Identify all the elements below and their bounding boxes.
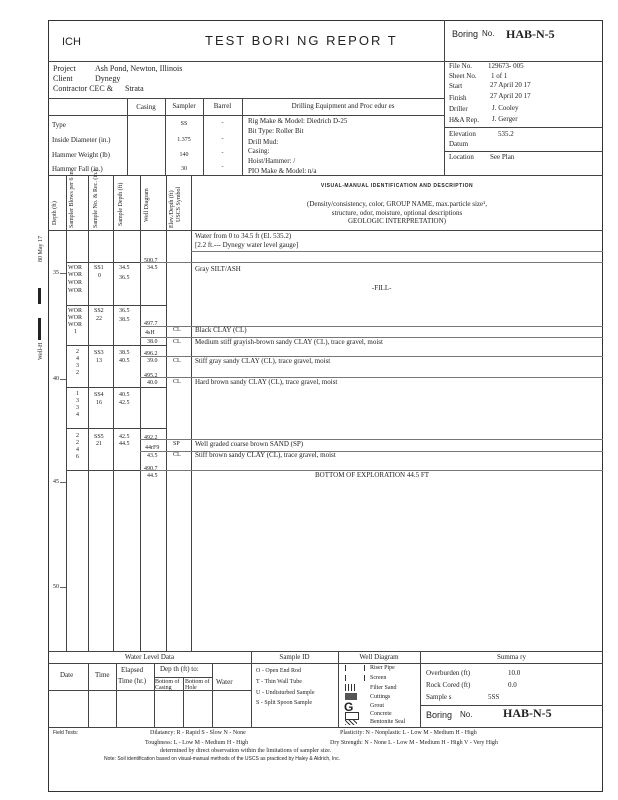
ss4-blow-4: 4 — [76, 412, 79, 418]
elev-7: 490.7 — [144, 466, 158, 472]
cuttings-icon — [345, 693, 357, 700]
well-bentonite: Bentonite Seal — [370, 719, 406, 725]
ss4-blow-2: 3 — [76, 398, 79, 404]
row-fall-label: Hammer Fall (in.) — [52, 165, 103, 173]
ss4-blow-3: 3 — [76, 405, 79, 411]
row-type-barrel: - — [221, 120, 224, 126]
finish-value: 27 April 20 17 — [490, 92, 531, 100]
rock-value: 0.0 — [508, 681, 517, 689]
determined-note: determined by direct observation within the limitations of sampler size. — [160, 748, 332, 754]
ss3-depth1: 38.5 — [119, 350, 130, 356]
well-cuttings: Cuttings — [370, 694, 391, 700]
samples-value: 5SS — [488, 693, 500, 701]
well-screen: Screen — [370, 675, 387, 681]
depth-tick-40: 40 — [53, 376, 59, 382]
summary-heading: Summa ry — [497, 653, 526, 661]
drill-pio: PIO Make & Model: n/a — [248, 167, 317, 175]
grout-icon: G — [344, 700, 354, 714]
ss1-blow-1: WOR — [68, 265, 82, 271]
concrete-icon — [345, 712, 359, 720]
elev-1: 500.7 — [144, 258, 158, 264]
boring-number: HAB-N-5 — [506, 27, 555, 41]
file-label: File No. — [449, 62, 472, 70]
depth-1: 34.5 — [147, 265, 158, 271]
desc-line-2: structure, odor, moisture, optional descriptions — [331, 209, 463, 217]
col-sample-depth: Sample Depth (ft) — [118, 182, 124, 226]
ss2-depth1: 36.5 — [119, 308, 130, 314]
field-tests-label: Field Tests: — [53, 730, 79, 736]
depth-2: 38.0 — [147, 339, 158, 345]
sample-code-t: T - Thin Wall Tube — [256, 679, 302, 685]
elev-extra: 4sH — [145, 330, 155, 336]
footer-boring-number: HAB-N-5 — [503, 706, 552, 720]
driller-label: Driller — [449, 105, 468, 113]
overburden-label: Overburden (ft) — [426, 669, 471, 677]
filter-sand-icon — [345, 684, 357, 691]
footer-no-label: No. — [460, 710, 473, 719]
side-marker-1 — [38, 288, 41, 304]
ss2-rec: 22 — [96, 316, 102, 322]
screen-icon — [345, 675, 365, 681]
row-type-sampler: SS — [180, 121, 188, 127]
boring-label: Boring — [452, 29, 479, 39]
client-value: Dynegy — [95, 74, 121, 83]
ss5-rec: 21 — [96, 441, 102, 447]
uscs-1: CL — [173, 327, 181, 333]
rock-label: Rock Cored (ft) — [426, 681, 471, 689]
depth-tick-35: 35 — [53, 270, 59, 276]
location-label: Location — [449, 153, 474, 161]
stratum-hard-brown: Hard brown sandy CLAY (CL), trace gravel, moist — [195, 378, 338, 386]
contractor-value: Strata — [125, 84, 144, 93]
depth-3: 39.0 — [147, 358, 158, 364]
ss2-blow-3: WOR — [68, 322, 82, 328]
toughness: Toughness: L - Low M - Medium H - High — [145, 740, 249, 746]
col-drilling: Drilling Equipment and Proc edur es — [291, 102, 395, 110]
uscs-5: SP — [173, 441, 180, 447]
project-value: Ash Pond, Newton, Illinois — [95, 64, 183, 73]
ss3-blow-4: 2 — [76, 370, 79, 376]
riser-pipe-icon — [345, 665, 365, 671]
ss4-rec: 16 — [96, 400, 102, 406]
rep-label: H&A Rep. — [449, 116, 479, 124]
elev-2: 497.7 — [144, 321, 158, 327]
col-elev: Elev./Depth (ft) — [169, 190, 175, 228]
ss1-blow-2: WOR — [68, 272, 82, 278]
row-weight-label: Hammer Weight (lb) — [52, 151, 111, 159]
stratum-stiff-brown: Stiff brown sandy CLAY (CL), trace gravel, moist — [195, 451, 336, 459]
uscs-2: CL — [173, 339, 181, 345]
ss3-depth2: 40.5 — [119, 358, 130, 364]
depth-7: 44.5 — [147, 473, 158, 479]
ss2-blow-1: WOR — [68, 308, 82, 314]
start-value: 27 April 20 17 — [490, 81, 531, 89]
sample-code-s: S - Split Spoon Sample — [256, 700, 313, 706]
file-value: 129673- 005 — [488, 62, 524, 70]
samples-label: Sample s — [426, 693, 452, 701]
sheet-label: Sheet No. — [449, 72, 477, 80]
ss3-rec: 13 — [96, 358, 102, 364]
overburden-value: 10.0 — [508, 669, 521, 677]
drill-bit: Bit Type: Roller Bit — [248, 127, 304, 135]
side-well: Well-H — [38, 342, 44, 360]
depth-4: 40.0 — [147, 380, 158, 386]
finish-label: Finish — [449, 94, 467, 102]
wl-date: Date — [60, 671, 74, 679]
drill-rig: Rig Make & Model: Diedrich D-25 — [248, 117, 348, 125]
ss4-no: SS4 — [94, 392, 104, 398]
water-note-2: [2.2 ft.--- Dynegy water level gauge] — [195, 241, 299, 249]
well-filter: Filter Sand — [370, 685, 397, 691]
project-label: Project — [53, 64, 76, 73]
drill-mud: Drill Mud: — [248, 138, 279, 146]
contractor-label: Contractor CEC & — [53, 84, 113, 93]
ss5-blow-2: 2 — [76, 440, 79, 446]
row-type-label: Type — [52, 121, 66, 129]
elev-3: 496.2 — [144, 351, 158, 357]
datum-label: Datum — [449, 140, 469, 148]
depth-tick-45: 45 — [53, 479, 59, 485]
rep-value: J. Gerger — [492, 115, 518, 123]
footer-boring-label: Boring — [426, 710, 453, 720]
uscs-4: CL — [173, 379, 181, 385]
sheet-value: 1 of 1 — [491, 72, 508, 80]
ss5-no: SS5 — [94, 434, 104, 440]
wl-time-hr: Time (hr.) — [118, 677, 147, 685]
water-level-data: Water Level Data — [124, 653, 175, 661]
uscs-3: CL — [173, 358, 181, 364]
row-weight-sampler: 140 — [179, 152, 189, 158]
driller-value: J. Cooley — [492, 104, 519, 112]
wl-time: Time — [95, 671, 110, 679]
drill-hoist: Hoist/Hammer: / — [248, 157, 296, 165]
ss2-blow-2: WOR — [68, 315, 82, 321]
ss5-blow-4: 6 — [76, 454, 79, 460]
drill-casing: Casing: — [248, 147, 270, 155]
ss5-blow-3: 4 — [76, 447, 79, 453]
ss1-blow-4: WOR — [68, 288, 82, 294]
bentonite-icon — [345, 720, 357, 725]
ss5-depth1: 42.5 — [119, 434, 130, 440]
ss4-depth1: 40.5 — [119, 392, 130, 398]
company-logo: ICH — [62, 36, 81, 48]
ss5-blow-1: 2 — [76, 433, 79, 439]
elev-5: 492.2 — [144, 435, 158, 441]
visual-manual-heading: VISUAL-MANUAL IDENTIFICATION AND DESCRIPTION — [320, 183, 474, 189]
sample-id-heading: Sample ID — [279, 653, 310, 661]
row-fall-sampler: 30 — [181, 166, 187, 172]
wl-water: Water — [216, 678, 233, 686]
uscs-6: CL — [173, 452, 181, 458]
side-date: 80 May 17 — [38, 236, 44, 262]
sample-code-o: O - Open End Rod — [256, 668, 301, 674]
well-riser: Riser Pipe — [370, 665, 395, 671]
desc-line-1: (Density/consistency, color, GROUP NAME, max.particle size¹, — [307, 200, 487, 208]
row-id-barrel: - — [221, 136, 224, 142]
ss3-blow-3: 3 — [76, 363, 79, 369]
well-diagram-heading: Well Diagram — [359, 653, 399, 661]
elev-6: 43.5 — [147, 453, 158, 459]
plasticity: Plasticity: N - Nonplastic L - Low M - Medium H - High — [340, 730, 477, 736]
ss3-no: SS3 — [94, 350, 104, 356]
stratum-sand: Well graded coarse brown SAND (SP) — [195, 440, 304, 448]
wl-depth-to: Dep th (ft) to: — [160, 665, 199, 673]
ss4-blow-1: 1 — [76, 391, 79, 397]
row-weight-barrel: - — [221, 150, 224, 156]
client-label: Client — [53, 74, 73, 83]
col-depth: Depth (ft) — [52, 201, 58, 225]
col-uscs: USCS Symbol — [176, 186, 182, 222]
depth-tick-50: 50 — [53, 584, 59, 590]
ss3-blow-2: 4 — [76, 356, 79, 362]
col-sampler: Sampler — [172, 102, 196, 110]
ss4-depth2: 42.5 — [119, 400, 130, 406]
stratum-black-clay: Black CLAY (CL) — [195, 326, 247, 334]
col-blows: Sampler Blows per 6 in. — [69, 169, 75, 228]
ss5-depth2: 44.5 — [119, 441, 130, 447]
well-grout: Grout — [370, 703, 384, 709]
elevation-label: Elevation — [449, 130, 476, 138]
row-fall-barrel: - — [221, 164, 224, 170]
bottom-of-exploration: BOTTOM OF EXPLORATION 44.5 FT — [315, 471, 430, 479]
ss2-depth2: 38.5 — [119, 317, 130, 323]
dilatancy: Dilatancy: R - Rapid S - Slow N - None — [150, 730, 246, 736]
sample-code-u: U - Undisturbed Sample — [256, 690, 315, 696]
elev-4: 495.2 — [144, 373, 158, 379]
water-note-1: Water from 0 to 34.5 ft (El. 535.2) — [195, 232, 292, 240]
wl-bottom-casing: Bottom of Casing — [155, 679, 180, 691]
col-barrel: Barrel — [213, 102, 232, 110]
ss1-depth1: 34.5 — [119, 265, 130, 271]
ss3-blow-1: 2 — [76, 349, 79, 355]
col-well: Well Diagram — [144, 188, 150, 222]
ss2-no: SS2 — [94, 308, 104, 314]
dry-strength: Dry Strength: N - None L - Low M - Medium H - High V - Very High — [330, 740, 498, 746]
ss1-depth2: 36.5 — [119, 275, 130, 281]
col-sample-no: Sample No. & Rec. (in.) — [93, 169, 99, 228]
depth-5: 44rF9 — [145, 445, 160, 451]
side-marker-2 — [38, 318, 41, 340]
boring-no-label: No. — [482, 29, 495, 38]
well-concrete: Concrete — [370, 711, 392, 717]
location-value: See Plan — [490, 153, 515, 161]
elevation-value: 535.2 — [498, 130, 514, 138]
ss1-rec: 0 — [98, 273, 101, 279]
stratum-fill: -FILL- — [372, 284, 392, 292]
wl-elapsed: Elapsed — [121, 666, 144, 674]
ss1-blow-3: WOR — [68, 280, 82, 286]
start-label: Start — [449, 82, 463, 90]
stratum-ash: Gray SILT/ASH — [195, 265, 241, 273]
col-casing: Casing — [136, 103, 156, 111]
stratum-med-stiff: Medium stiff grayish-brown sandy CLAY (CL), trace gravel, moist — [195, 338, 383, 346]
uscs-note: Note: Soil identification based on visual-manual methods of the USCS as practiced by Haley & Aldrich, Inc. — [104, 756, 340, 762]
ss2-blow-4: 1 — [74, 329, 77, 335]
wl-bottom-hole: Bottom of Hole — [185, 679, 210, 691]
row-id-label: Inside Diameter (in.) — [52, 136, 111, 144]
stratum-stiff-gray: Stiff gray sandy CLAY (CL), trace gravel, moist — [195, 357, 331, 365]
ss1-no: SS1 — [94, 265, 104, 271]
desc-line-3: GEOLOGIC INTERPRETATION) — [347, 217, 446, 225]
row-id-sampler: 1.375 — [177, 137, 191, 143]
page-title: TEST BORI NG REPOR T — [205, 33, 398, 48]
